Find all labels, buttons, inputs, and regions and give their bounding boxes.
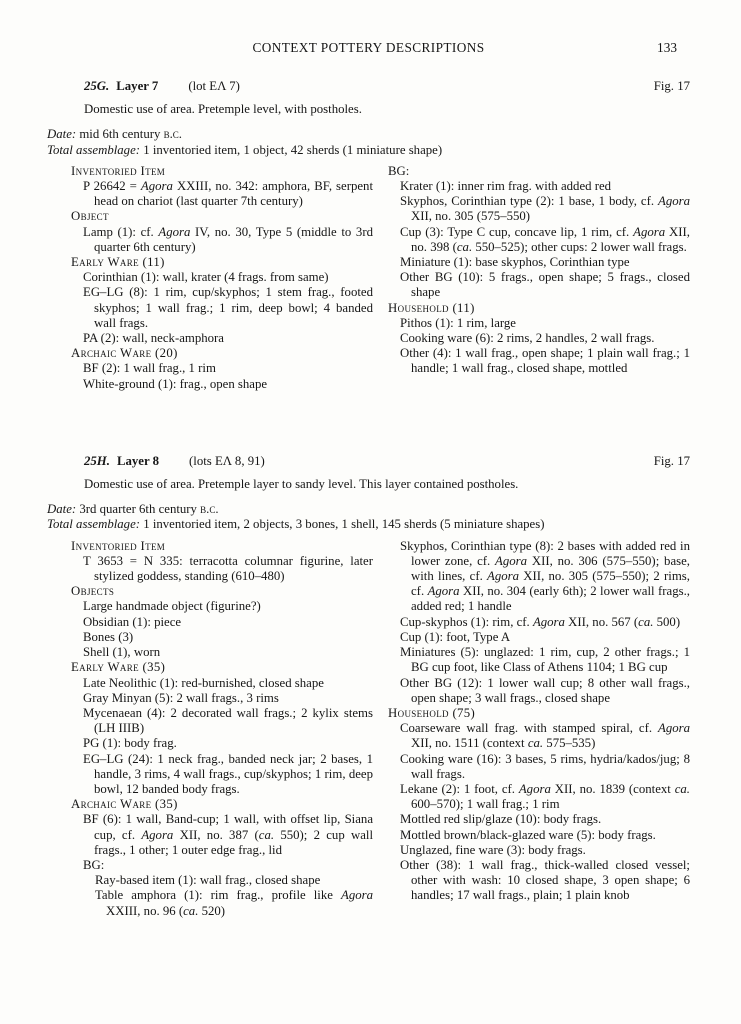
catalog-line: [71, 676, 373, 691]
catalog-line: [388, 270, 690, 300]
text-segment: 3rd quarter 6th century: [79, 502, 201, 517]
text-segment: Lamp (1): cf.: [83, 224, 159, 239]
entry-heading: [47, 454, 690, 469]
text-segment: XII, no. 1839 (context: [550, 781, 675, 796]
category-heading: [388, 706, 690, 721]
catalog-line: [71, 285, 373, 331]
text-segment: 500): [653, 614, 681, 629]
text-segment: Other BG (10): 5 frags., open shape; 5 frags., closed shape: [400, 270, 690, 300]
text-segment: Mottled brown/black-glazed ware (5): body frags.: [400, 827, 656, 842]
text-segment: Pithos (1): 1 rim, large: [400, 315, 516, 330]
text-segment: Bones (3): [83, 629, 134, 644]
entry-meta: [47, 502, 690, 532]
text-segment: 1 inventoried item, 1 object, 42 sherds (1 miniature shape): [143, 142, 443, 157]
assemblage-line: [47, 517, 690, 532]
figure-reference: Fig. 17: [653, 79, 690, 93]
text-segment: Agora: [341, 888, 373, 903]
text-segment: Household (75): [388, 705, 476, 720]
text-segment: b.c.: [163, 127, 182, 142]
text-segment: ca.: [456, 239, 473, 254]
text-segment: Agora: [658, 194, 690, 209]
text-segment: BG:: [388, 163, 410, 178]
entry-layer-label: Layer 8: [116, 453, 160, 468]
text-segment: Early Ware (11): [71, 255, 165, 270]
text-segment: Miniature (1): base skyphos, Corinthian type: [400, 255, 630, 270]
date-line: [47, 127, 690, 142]
figure-reference: Fig. 17: [653, 453, 690, 468]
text-segment: BF (6): 1 wall, Band-cup; 1 wall, with offset lip, Siana cup, cf.: [83, 812, 373, 842]
text-segment: Cup (3): Type C cup, concave lip, 1 rim, cf.: [400, 224, 634, 239]
catalog-line: [71, 377, 373, 392]
catalog-line: [388, 828, 690, 843]
text-segment: Total assemblage:: [47, 142, 144, 157]
entry-layer-label: Layer 7: [116, 79, 159, 93]
left-column: [71, 164, 373, 392]
text-segment: Inventoried Item: [71, 538, 166, 553]
entry-25h: [47, 454, 690, 919]
text-segment: 550–525); other cups: 2 lower wall frags.: [472, 239, 687, 254]
entry-id: 25H.: [84, 453, 110, 468]
catalog-line: [71, 873, 373, 888]
catalog-line: [71, 812, 373, 858]
category-heading: [71, 255, 373, 270]
assemblage-line: [47, 143, 690, 158]
catalog-line: [388, 346, 690, 376]
text-segment: ca.: [674, 781, 690, 796]
text-segment: EG–LG (24): 1 neck frag., banded neck jar; 2 bases, 1 handle, 3 rims, 4 wall frags., cup/skyphos; 1 rim, deep bowl, 12 banded body frags.: [83, 751, 373, 796]
entry-description: Domestic use of area. Pretemple level, with postholes.: [84, 102, 362, 117]
text-segment: 575–535): [543, 736, 596, 751]
text-segment: ca.: [638, 614, 654, 629]
catalog-line: [71, 630, 373, 645]
text-segment: Mottled red slip/glaze (10): body frags.: [400, 812, 602, 827]
text-segment: PG (1): body frag.: [83, 736, 177, 751]
entry-25g: [47, 79, 690, 392]
catalog-line: [388, 645, 690, 675]
category-heading: [388, 301, 690, 316]
catalog-line: [388, 164, 690, 179]
text-segment: Cup-skyphos (1): rim, cf.: [400, 614, 533, 629]
catalog-line: [71, 888, 373, 918]
text-segment: White-ground (1): frag., open shape: [83, 376, 268, 391]
catalog-line: [71, 179, 373, 209]
text-segment: Corinthian (1): wall, krater (4 frags. from same): [83, 270, 329, 285]
text-segment: Other (38): 1 wall frag., thick-walled closed vessel; other with wash: 10 closed shape, 3 open shape; 6 handles; 17 wall frags., plain; 1 plain knob: [400, 857, 690, 903]
text-segment: Object: [71, 209, 109, 224]
text-segment: XII, no. 305 (575–550): [411, 209, 531, 224]
text-segment: Agora: [140, 179, 173, 194]
text-segment: Agora: [495, 553, 528, 568]
catalog-line: [388, 615, 690, 630]
text-segment: Agora: [158, 224, 191, 239]
text-segment: BF (2): 1 wall frag., 1 rim: [83, 361, 216, 376]
text-segment: Agora: [141, 827, 174, 842]
text-segment: Skyphos, Corinthian type (2): 1 base, 1 body, cf.: [400, 194, 658, 209]
entry-lot-label: (lots EΛ 8, 91): [189, 453, 265, 468]
catalog-line: [71, 270, 373, 285]
text-segment: BG:: [83, 857, 105, 872]
text-segment: Archaic Ware (20): [71, 346, 178, 361]
text-segment: Archaic Ware (35): [71, 797, 178, 812]
catalog-line: [388, 676, 690, 706]
text-segment: Agora: [487, 569, 520, 584]
text-segment: Unglazed, fine ware (3): body frags.: [400, 842, 586, 857]
text-segment: Gray Minyan (5): 2 wall frags., 3 rims: [83, 690, 279, 705]
entry-columns: [47, 539, 690, 919]
text-segment: Inventoried Item: [71, 163, 166, 178]
text-segment: XII, no. 398 (: [411, 224, 690, 254]
text-segment: Household (11): [388, 300, 475, 315]
category-heading: [71, 797, 373, 812]
entry-heading: [47, 79, 690, 94]
catalog-line: [388, 194, 690, 224]
text-segment: Large handmade object (figurine?): [83, 599, 261, 614]
catalog-line: [388, 331, 690, 346]
category-heading: [71, 209, 373, 224]
entry-columns: [47, 164, 690, 392]
right-column: [388, 164, 690, 392]
left-column: [71, 539, 373, 919]
page-header: [47, 40, 690, 57]
text-segment: Lekane (2): 1 foot, cf.: [400, 781, 519, 796]
catalog-line: [71, 599, 373, 614]
text-segment: XII, no. 567 (: [564, 614, 639, 629]
text-segment: XII, no. 305 (575–550); 2 rims, cf.: [411, 569, 690, 599]
category-heading: [71, 539, 373, 554]
running-title: CONTEXT POTTERY DESCRIPTIONS: [252, 40, 485, 55]
entry-meta: [47, 127, 690, 157]
catalog-line: [388, 721, 690, 751]
text-segment: Cooking ware (6): 2 rims, 2 handles, 2 wall frags.: [400, 331, 655, 346]
text-segment: Shell (1), worn: [83, 645, 161, 660]
category-heading: [71, 164, 373, 179]
text-segment: ca.: [258, 827, 275, 842]
text-segment: Skyphos, Corinthian type (8): 2 bases with added red in lower zone, cf.: [400, 538, 690, 568]
text-segment: Late Neolithic (1): red-burnished, closed shape: [83, 675, 324, 690]
text-segment: XXIII, no. 342: amphora, BF, serpent head on chariot (last quarter 7th century): [94, 179, 373, 209]
entry-lot-label: (lot EΛ 7): [188, 79, 240, 93]
text-segment: Objects: [71, 584, 115, 599]
text-segment: IV, no. 30, Type 5 (middle to 3rd quarter 6th century): [94, 224, 373, 254]
text-segment: mid 6th century: [79, 127, 164, 142]
page-number: 133: [657, 40, 677, 55]
catalog-line: [388, 179, 690, 194]
catalog-line: [71, 736, 373, 751]
entry-description: Domestic use of area. Pretemple layer to sandy level. This layer contained postholes.: [84, 477, 519, 492]
catalog-line: [71, 645, 373, 660]
date-line: [47, 502, 690, 517]
text-segment: Mycenaean (4): 2 decorated wall frags.; 2 kylix stems (LH IIIB): [83, 705, 373, 736]
catalog-line: [71, 615, 373, 630]
text-segment: P 26642 =: [83, 179, 141, 194]
text-segment: Total assemblage:: [47, 517, 144, 532]
text-segment: Cooking ware (16): 3 bases, 5 rims, hydria/kados/jug; 8 wall frags.: [400, 751, 690, 781]
catalog-line: [71, 691, 373, 706]
text-segment: XII, no. 304 (early 6th); 2 lower wall frags., added red; 1 handle: [411, 584, 690, 614]
text-segment: Other (4): 1 wall frag., open shape; 1 plain wall frag.; 1 handle; 1 wall frag., closed shape, mottled: [400, 346, 690, 376]
text-segment: PA (2): wall, neck-amphora: [83, 331, 224, 346]
catalog-line: [71, 752, 373, 798]
text-segment: EG–LG (8): 1 rim, cup/skyphos; 1 stem frag., footed skyphos; 1 wall frag.; 1 rim, deep bowl; 4 banded wall frags.: [83, 285, 373, 330]
text-segment: Cup (1): foot, Type A: [400, 629, 511, 644]
text-segment: 600–570); 1 wall frag.; 1 rim: [411, 797, 560, 812]
right-column: [388, 539, 690, 919]
catalog-line: [388, 782, 690, 812]
text-segment: Coarseware wall frag. with stamped spiral, cf.: [400, 721, 658, 736]
catalog-line: [71, 554, 373, 584]
text-segment: Early Ware (35): [71, 660, 166, 675]
text-segment: XII, no. 1511 (context: [411, 736, 528, 751]
text-segment: Date:: [47, 502, 80, 517]
catalog-line: [71, 225, 373, 255]
text-segment: Miniatures (5): unglazed: 1 rim, cup, 2 other frags.; 1 BG cup foot, like Class of Athens 1104; 1 BG cup: [400, 645, 690, 675]
text-segment: Other BG (12): 1 lower wall cup; 8 other wall frags., open shape; 3 wall frags., closed shape: [400, 675, 690, 705]
text-segment: ca.: [527, 736, 544, 751]
text-segment: Agora: [532, 614, 565, 629]
catalog-line: [388, 255, 690, 270]
text-segment: Krater (1): inner rim frag. with added red: [400, 179, 612, 194]
category-heading: [71, 660, 373, 675]
catalog-line: [388, 752, 690, 782]
text-segment: Date:: [47, 127, 80, 142]
entry-id: 25G.: [84, 79, 110, 93]
text-segment: XII, no. 306 (575–550); base, with lines, cf.: [411, 553, 690, 584]
category-heading: [71, 346, 373, 361]
text-segment: Table amphora (1): rim frag., profile like: [95, 888, 341, 903]
text-segment: 1 inventoried item, 2 objects, 3 bones, 1 shell, 145 sherds (5 miniature shapes): [143, 517, 545, 532]
category-heading: [71, 584, 373, 599]
text-segment: b.c.: [200, 502, 219, 517]
text-segment: Agora: [427, 584, 460, 599]
catalog-line: [388, 316, 690, 331]
text-segment: ca.: [183, 903, 199, 918]
catalog-line: [71, 361, 373, 376]
catalog-line: [388, 225, 690, 255]
text-segment: T 3653 = N 335: terracotta columnar figurine, later stylized goddess, standing (610–480): [83, 553, 373, 584]
catalog-line: [71, 331, 373, 346]
text-segment: Ray-based item (1): wall frag., closed shape: [95, 873, 321, 888]
text-segment: Agora: [518, 781, 551, 796]
text-segment: 550); 2 cup wall frags., 1 other; 1 outer edge frag., lid: [94, 827, 374, 857]
text-segment: Agora: [658, 721, 690, 736]
text-segment: Agora: [633, 224, 666, 239]
catalog-line: [388, 539, 690, 615]
catalog-line: [71, 858, 373, 873]
text-segment: XII, no. 387 (: [173, 827, 259, 842]
catalog-line: [388, 843, 690, 858]
catalog-line: [388, 858, 690, 904]
text-segment: XXIII, no. 96 (: [106, 903, 184, 918]
text-segment: 520): [198, 903, 226, 918]
catalog-line: [388, 630, 690, 645]
text-segment: Obsidian (1): piece: [83, 614, 182, 629]
catalog-line: [388, 812, 690, 827]
catalog-line: [71, 706, 373, 736]
